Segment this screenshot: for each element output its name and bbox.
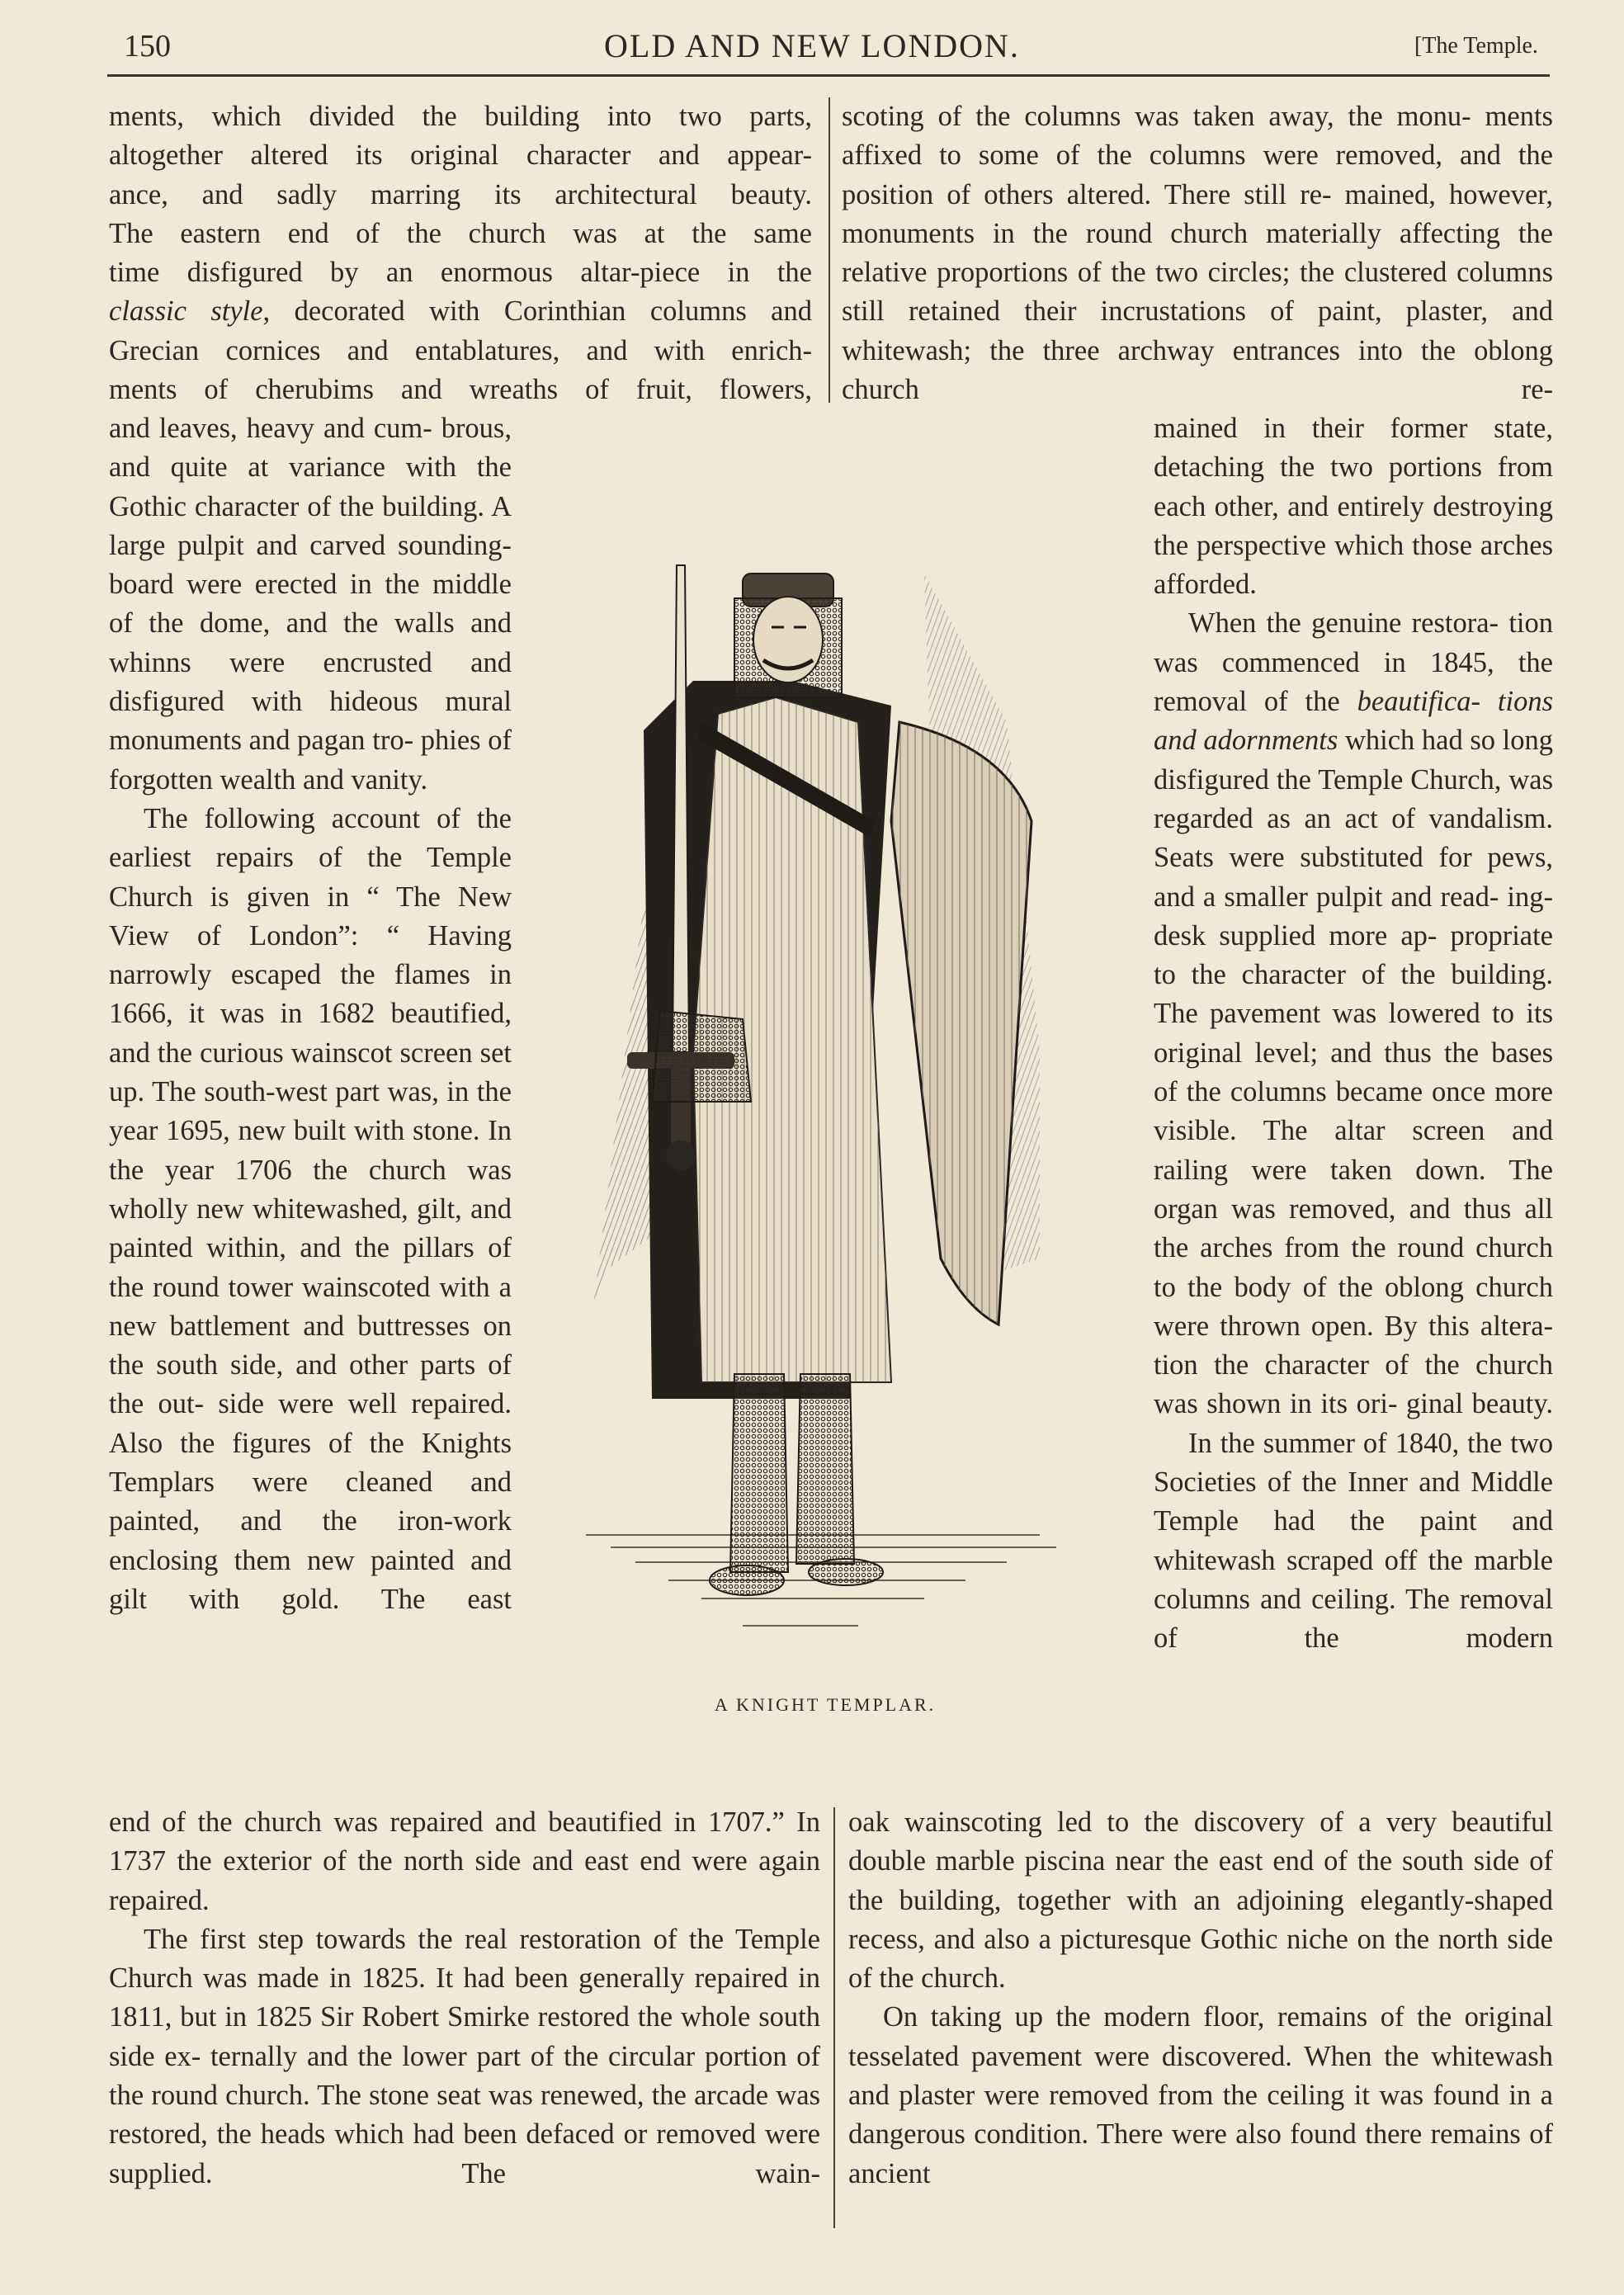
text-line: The eastern end of the church was at the same (109, 217, 812, 249)
text-fragment: which had so long disfigured the Temple Church, was regarded as an act of vandalism. Seats were substituted for pews, and a smaller pulpit and read- ing-desk supplied more ap- propriate to the character of the building. The pavement was lowered to its original level; and thus the bases of the columns became once more visible. The altar screen and railing were taken down. The organ was removed, and thus all the arches from the round church to the body of the oblong church were thrown open. By this altera- tion the character of the church was shown in its ori- ginal beauty. (1154, 725, 1554, 1420)
italic-phrase: classic style (109, 295, 263, 328)
text-line: time disfigured by an enormous altar-piece in the (109, 257, 812, 289)
italic-phrase: beautifica- tions and adornments (1154, 686, 1554, 757)
text-line: Grecian cornices and entablatures, and with enrich- (109, 334, 812, 366)
text-line (109, 292, 812, 331)
left-column-narrow (109, 409, 512, 1619)
paragraph: oak wainscoting led to the discovery of a very beautiful double marble piscina near the east end of the south side of the building, together with an adjoining elegantly-shaped recess, and also a picturesque Gothic niche on the north side of the church. (848, 1806, 1553, 1995)
knight-templar-illustration (578, 475, 1073, 1663)
right-column-narrow (1154, 409, 1553, 1659)
column-rule (833, 1807, 835, 2228)
paragraph: scoting of the columns was taken away, the monu- ments affixed to some of the columns were removed, and the position of others altered. There still re- mained, however, monuments in the round church materially affecting the relative proportions of the two circles; the clustered columns still retained their incrustations of paint, plaster, and whitewash; the three archway entrances into the oblong church re- (842, 101, 1553, 406)
paragraph (1154, 604, 1553, 1424)
text-line: ments, which divided the building into two parts, (109, 101, 812, 132)
paragraph: The following account of the earliest repairs of the Temple Church is given in “ The New View of London”: “ Having narrowly escaped the flames in 1666, it was in 1682 beautified, and the curious wainscot screen set up. The south-west part was, in the year 1695, new built with stone. In the year 1706 the church was wholly new whitewashed, gilt, and painted within, and the pillars of the round tower wainscoted with a new battlement and buttresses on the south side, and other parts of the out- side were well repaired. Also the figures of the Knights Templars were cleaned and painted, and the iron-work enclosing them new painted and gilt with gold. The east (109, 802, 512, 1615)
running-title: OLD AND NEW LONDON. (604, 27, 1020, 64)
text-line: ance, and sadly marring its architectural beauty. (109, 178, 812, 210)
paragraph: end of the church was repaired and beautified in 1707.” In 1737 the exterior of the north side and east end were again repaired. (109, 1806, 820, 1916)
paragraph: In the summer of 1840, the two Societies of the Inner and Middle Temple had the paint and whitewash scraped off the marble columns and ceiling. The removal of the modern (1154, 1427, 1553, 1655)
header-rule (107, 74, 1550, 77)
left-column-bottom (109, 1803, 820, 2193)
text-fragment: When the genuine restora- tion was commenced in 1845, the removal of the (1154, 607, 1553, 718)
text-fragment: , decorated with Corinthian columns and (262, 295, 812, 328)
right-column-bottom (848, 1803, 1553, 2193)
section-label: [The Temple. (1414, 33, 1538, 59)
column-rule (829, 97, 830, 403)
right-column-top (842, 97, 1553, 409)
page-number: 150 (124, 29, 171, 64)
left-column-top (109, 97, 812, 409)
paragraph: The first step towards the real restoration of the Temple Church was made in 1825. It had been generally repaired in 1811, but in 1825 Sir Robert Smirke restored the whole south side ex- ternally and the lower part of the circular portion of the round church. The stone seat was renewed, the arcade was restored, the heads which had been defaced or removed were supplied. The wain- (109, 1923, 820, 2189)
text-line: altogether altered its original character and appear- (109, 139, 812, 172)
paragraph: mained in their former state, detaching the two portions from each other, and entirely destroying the perspective which those arches afforded. (1154, 413, 1553, 601)
paragraph: On taking up the modern floor, remains of the original tesselated pavement were discovered. When the whitewash and plaster were removed from the ceiling it was found in a dangerous condition. There were also found there remains of ancient (848, 2001, 1553, 2189)
figure-caption: A KNIGHT TEMPLAR. (714, 1694, 937, 1715)
text-line: ments of cherubims and wreaths of fruit, flowers, (109, 374, 812, 406)
page-header (0, 0, 1624, 83)
paragraph: and leaves, heavy and cum- brous, and quite at variance with the Gothic character of the building. A large pulpit and carved sounding-board were erected in the middle of the dome, and the walls and whinns were encrusted and disfigured with hideous mural monuments and pagan tro- phies of forgotten wealth and vanity. (109, 413, 512, 796)
